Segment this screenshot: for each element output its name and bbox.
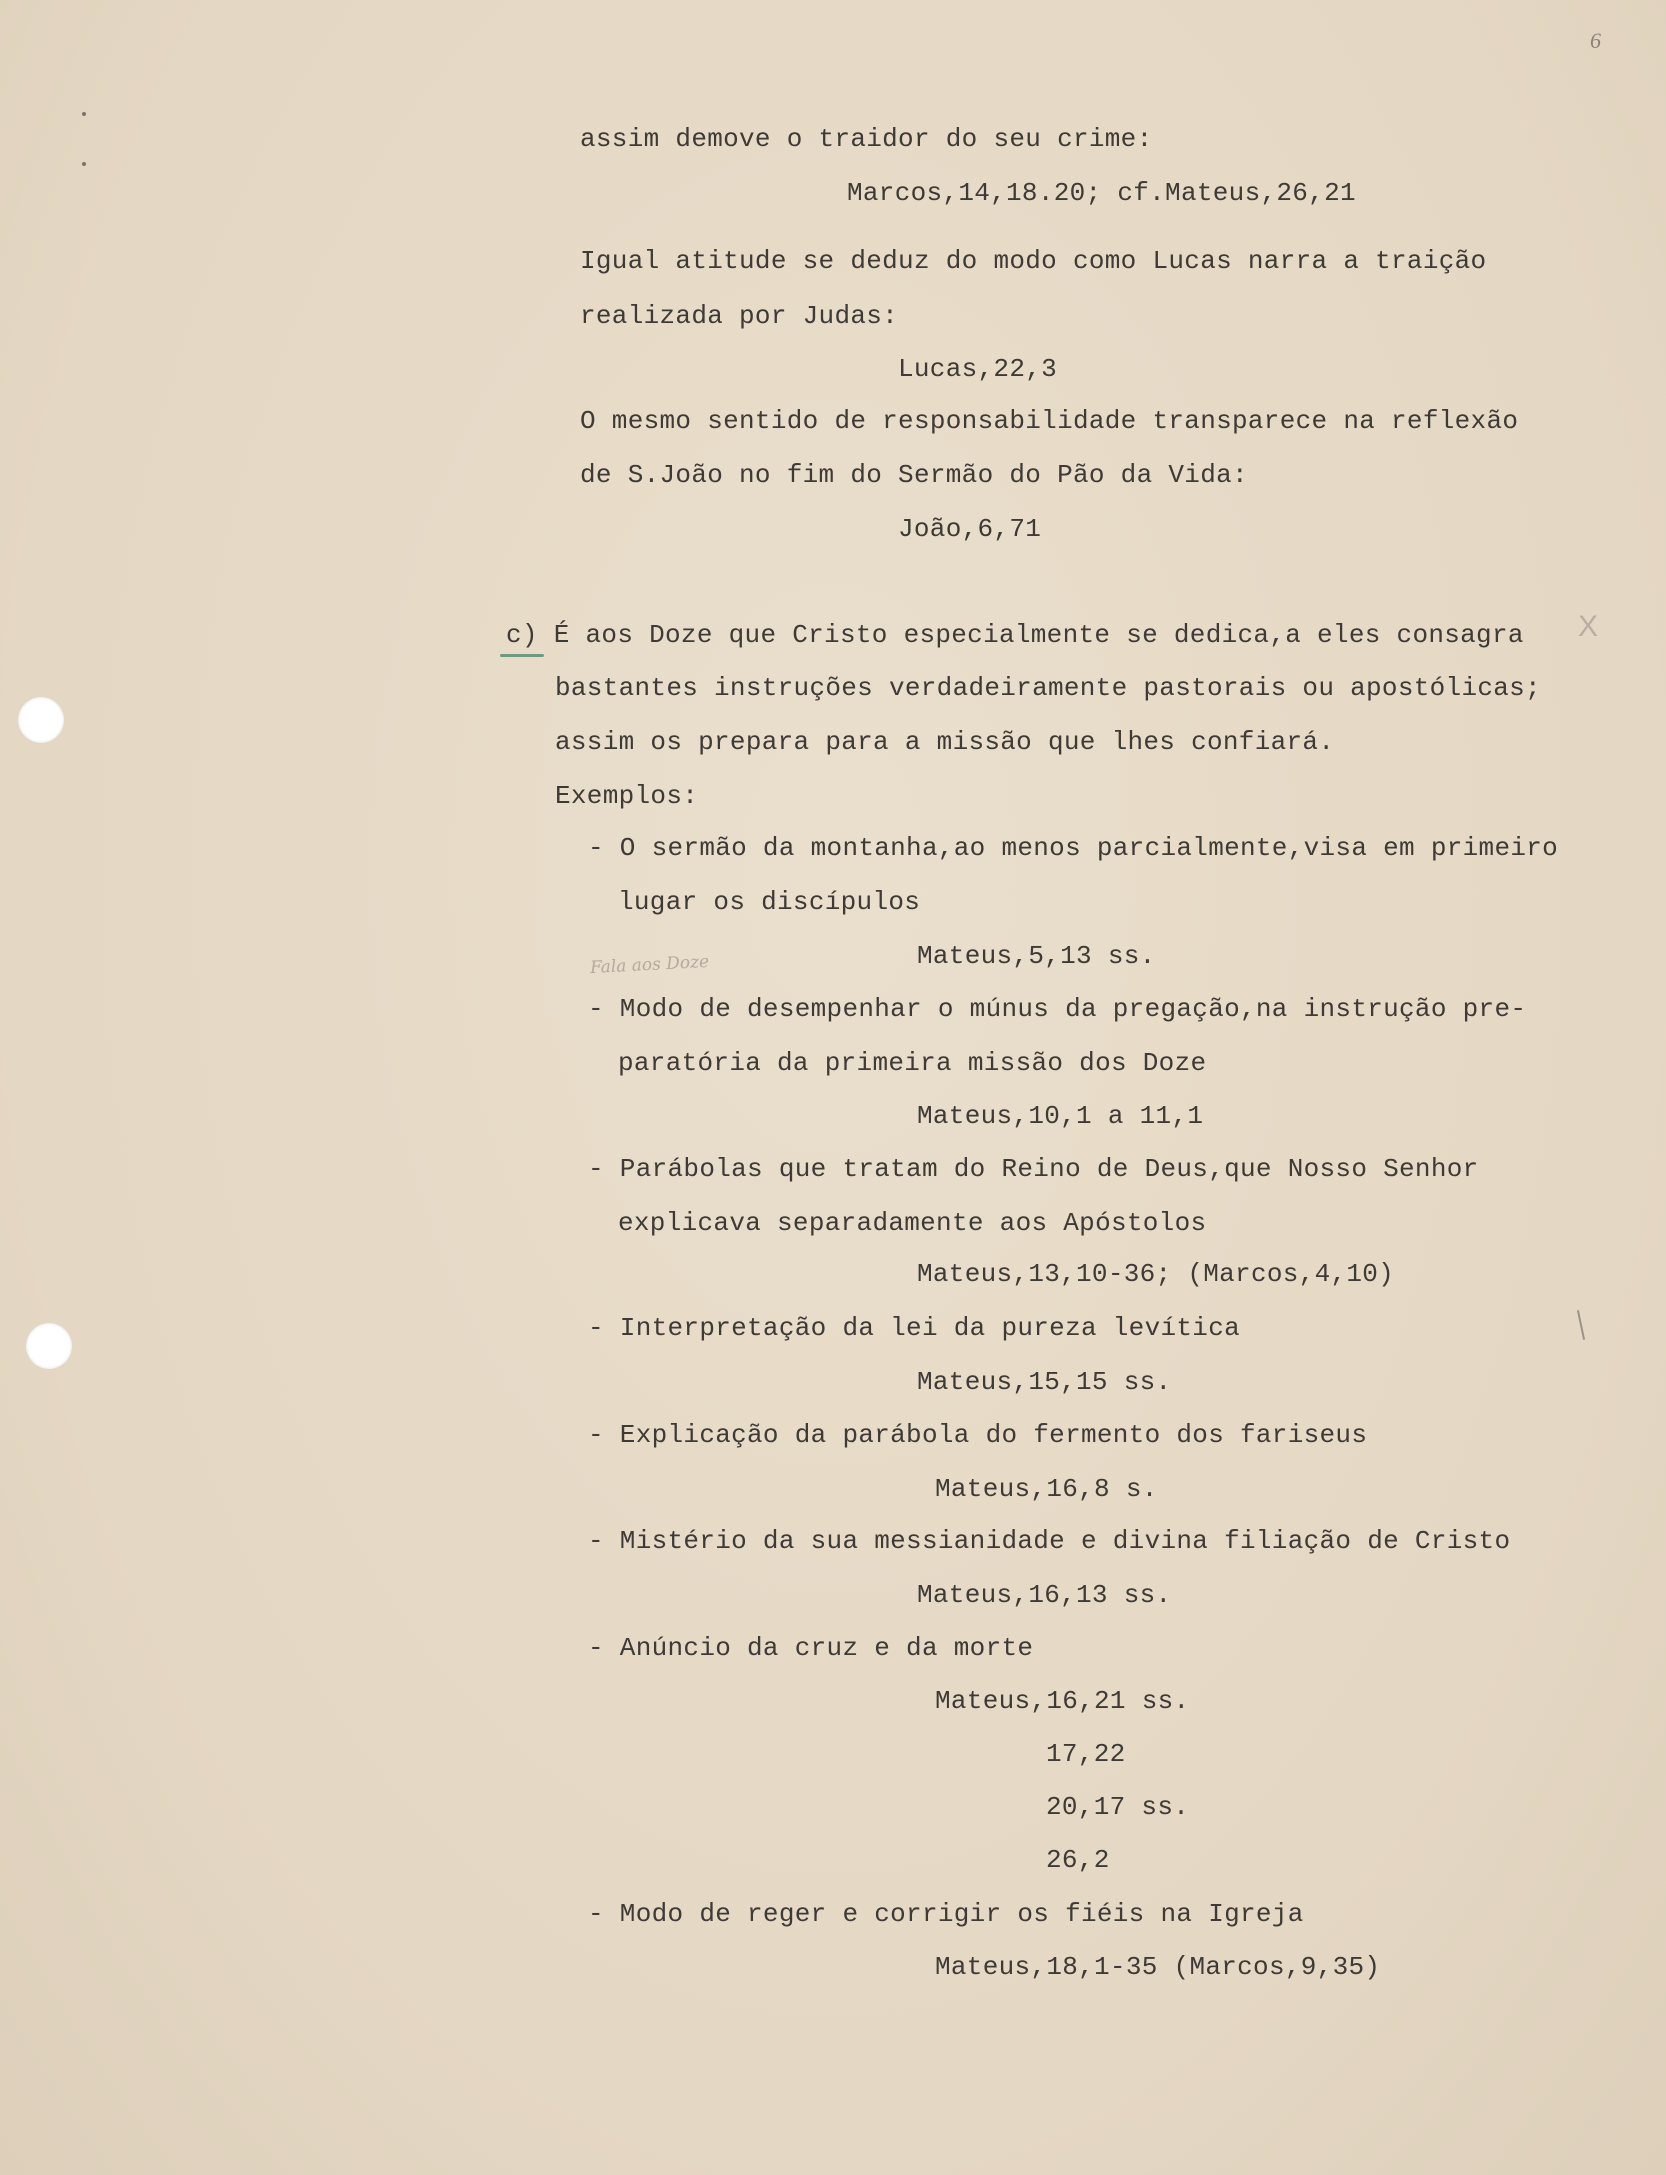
- list-item: - Modo de desempenhar o múnus da pregação,na instrução pre-: [588, 994, 1527, 1024]
- list-item: - Interpretação da lei da pureza levítica: [588, 1313, 1241, 1343]
- reference-line: Mateus,18,1-35 (Marcos,9,35): [935, 1952, 1381, 1982]
- text-line: lugar os discípulos: [618, 887, 921, 917]
- text-line: bastantes instruções verdadeiramente pastorais ou apostólicas;: [555, 673, 1541, 703]
- text-line: Igual atitude se deduz do modo como Lucas narra a traição: [580, 246, 1487, 276]
- list-item: - Mistério da sua messianidade e divina filiação de Cristo: [588, 1526, 1511, 1556]
- paper-speck: [82, 112, 86, 116]
- punch-hole: [26, 1323, 72, 1369]
- page-number: 6: [1590, 28, 1601, 53]
- text-line: realizada por Judas:: [580, 301, 899, 331]
- section-c-line: c) É aos Doze que Cristo especialmente se dedica,a eles consagra: [506, 620, 1524, 650]
- paper-speck: [82, 162, 86, 166]
- pencil-annotation: Fala aos Doze: [589, 951, 710, 979]
- text-line: assim os prepara para a missão que lhes confiará.: [555, 727, 1335, 757]
- list-item: - Explicação da parábola do fermento dos fariseus: [588, 1420, 1368, 1450]
- reference-line: Mateus,13,10-36; (Marcos,4,10): [917, 1259, 1395, 1289]
- reference-line: Mateus,16,21 ss.: [935, 1686, 1190, 1716]
- text-line: de S.João no fim do Sermão do Pão da Vida:: [580, 460, 1248, 490]
- reference-line: 26,2: [1046, 1845, 1110, 1875]
- text-line: O mesmo sentido de responsabilidade transparece na reflexão: [580, 406, 1519, 436]
- reference-line: Mateus,16,13 ss.: [917, 1580, 1172, 1610]
- reference-line: Mateus,5,13 ss.: [917, 941, 1156, 971]
- reference-line: 20,17 ss.: [1046, 1792, 1190, 1822]
- text-line: Exemplos:: [555, 781, 699, 811]
- text-line: paratória da primeira missão dos Doze: [618, 1048, 1207, 1078]
- reference-line: Mateus,16,8 s.: [935, 1474, 1158, 1504]
- reference-line: 17,22: [1046, 1739, 1126, 1769]
- list-item: - Modo de reger e corrigir os fiéis na Igreja: [588, 1899, 1304, 1929]
- green-underline: [500, 654, 544, 657]
- list-item: - O sermão da montanha,ao menos parcialmente,visa em primeiro: [588, 833, 1559, 863]
- reference-line: João,6,71: [898, 514, 1042, 544]
- reference-line: Lucas,22,3: [898, 354, 1058, 384]
- margin-tick-mark: [1577, 1310, 1585, 1340]
- list-item: - Parábolas que tratam do Reino de Deus,que Nosso Senhor: [588, 1154, 1479, 1184]
- reference-line: Mateus,15,15 ss.: [917, 1367, 1172, 1397]
- reference-line: Marcos,14,18.20; cf.Mateus,26,21: [847, 178, 1356, 208]
- text-line: explicava separadamente aos Apóstolos: [618, 1208, 1207, 1238]
- list-item: - Anúncio da cruz e da morte: [588, 1633, 1034, 1663]
- margin-x-mark: X: [1578, 610, 1599, 643]
- text-line: assim demove o traidor do seu crime:: [580, 124, 1153, 154]
- reference-line: Mateus,10,1 a 11,1: [917, 1101, 1204, 1131]
- punch-hole: [18, 697, 64, 743]
